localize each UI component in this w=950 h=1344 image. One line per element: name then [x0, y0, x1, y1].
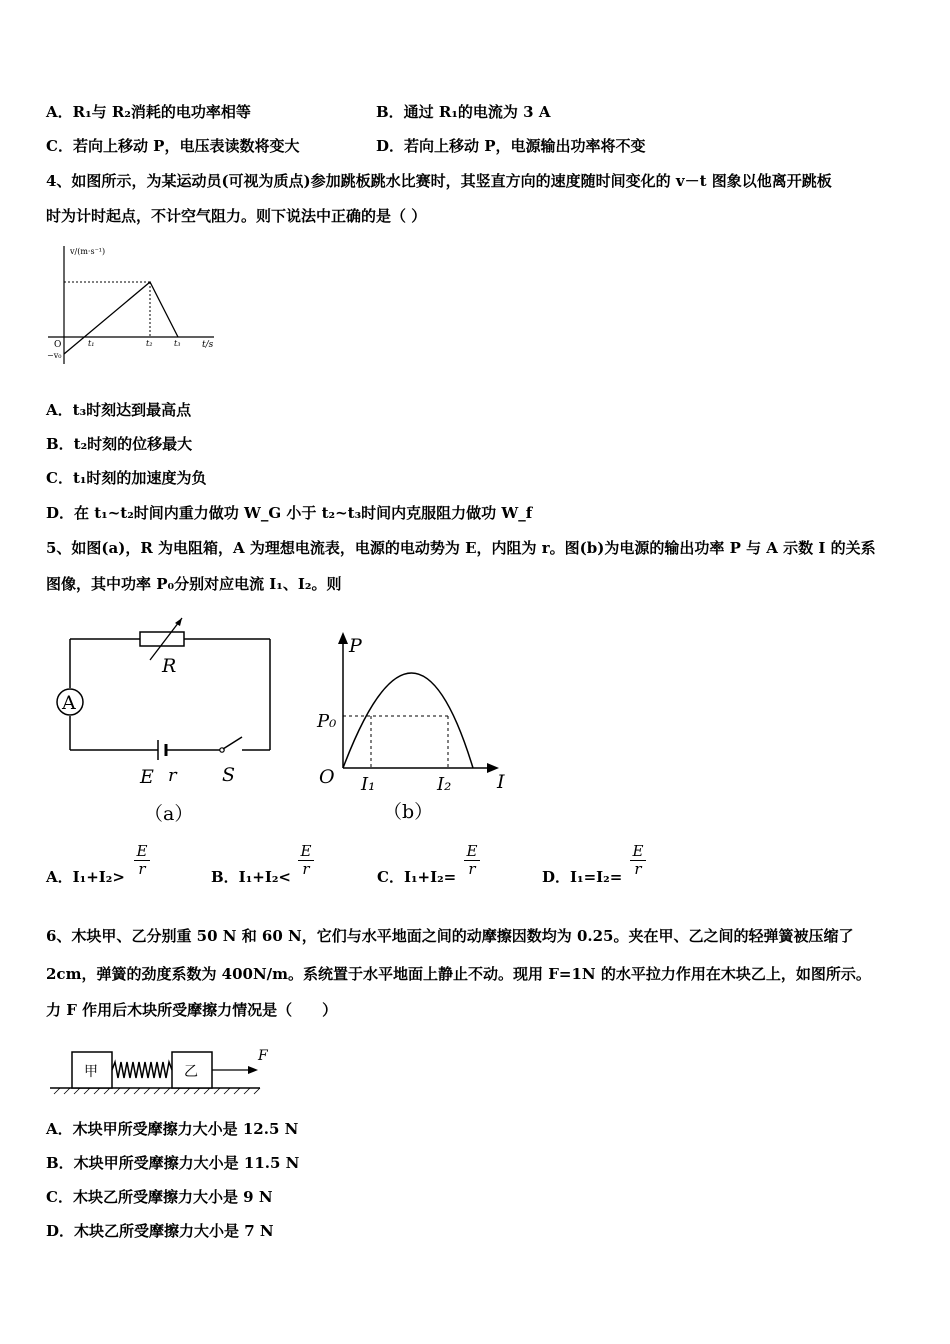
q5-option-c-prefix: C．I₁+I₂= [377, 868, 457, 886]
q6-stem-line1: 6、木块甲、乙分别重 50 N 和 60 N，它们与水平地面之间的动摩擦因数均为 0.25。夹在甲、乙之间的轻弹簧被压缩了 [46, 927, 854, 945]
q4-t1-label: t₁ [88, 339, 95, 348]
q4-x-label: t/s [202, 340, 214, 350]
q4-option-d: D．在 t₁~t₂时间内重力做功 W_G 小于 t₂~t₃时间内克服阻力做功 W_f [46, 504, 533, 522]
q5-i-label: I [497, 771, 505, 793]
q3-option-b: B．通过 R₁的电流为 3 A [376, 103, 551, 121]
q6-force-label: F [258, 1048, 268, 1064]
q6-option-b: B．木块甲所受摩擦力大小是 11.5 N [46, 1154, 300, 1172]
q5-switch-label: S [222, 764, 236, 786]
q4-velocity-line [64, 282, 181, 354]
q5-option-a-prefix: A．I₁+I₂> [46, 868, 125, 886]
q5-stem-line2: 图像，其中功率 P₀分别对应电流 I₁、I₂。则 [46, 575, 342, 593]
q5-option-b-fraction: $\frac{E}{r}$ [298, 843, 314, 878]
q6-block-yi-label: 乙 [184, 1064, 198, 1080]
q5-p0-label: P₀ [317, 711, 337, 732]
q5-i1-label: I₁ [361, 774, 376, 795]
q4-neg-v0-label: −v₀ [47, 351, 62, 360]
q6-option-a: A．木块甲所受摩擦力大小是 12.5 N [46, 1120, 299, 1138]
q5-option-d-fraction: $\frac{E}{r}$ [630, 843, 646, 878]
q4-origin-label: O [54, 340, 62, 350]
q5-option-b-prefix: B．I₁+I₂< [211, 868, 291, 886]
q3-option-a: A．R₁与 R₂消耗的电功率相等 [46, 103, 251, 121]
q3-option-d: D．若向上移动 P，电源输出功率将不变 [376, 137, 646, 155]
q5-option-d-prefix: D．I₁=I₂= [542, 868, 623, 886]
q6-spring [112, 1062, 172, 1078]
q6-stem-line3: 力 F 作用后木块所受摩擦力情况是（ ） [46, 1001, 338, 1019]
q6-blocks-figure [46, 1040, 286, 1102]
q5-p-label: P [349, 635, 362, 657]
q4-stem-line2: 时为计时起点，不计空气阻力。则下说法中正确的是（ ） [46, 207, 427, 225]
q5-emf-label: E [140, 766, 154, 788]
q6-stem-line2: 2cm，弹簧的劲度系数为 400N/m。系统置于水平地面上静止不动。现用 F=1N 的水平拉力作用在木块乙上，如图所示。 [46, 965, 871, 983]
q6-option-c: C．木块乙所受摩擦力大小是 9 N [46, 1188, 273, 1206]
q5-option-a-fraction: $\frac{E}{r}$ [134, 843, 150, 878]
q5-origin-label: O [319, 766, 335, 788]
q4-option-b: B．t₂时刻的位移最大 [46, 435, 193, 453]
q4-vt-graph [44, 238, 219, 368]
q4-option-c: C．t₁时刻的加速度为负 [46, 469, 207, 487]
q4-y-label: v/(m·s⁻¹) [70, 247, 106, 256]
q3-option-c: C．若向上移动 P，电压表读数将变大 [46, 137, 300, 155]
q5-power-graph [305, 628, 525, 828]
q5-i2-label: I₂ [437, 774, 452, 795]
q5-circuit-caption: （a） [144, 803, 194, 825]
q6-ground-hatching [54, 1088, 260, 1094]
q4-t2-label: t₂ [146, 339, 153, 348]
q4-option-a: A．t₃时刻达到最高点 [46, 401, 192, 419]
q5-switch-blade [223, 737, 242, 749]
q6-block-jia-label: 甲 [84, 1064, 98, 1080]
q4-t3-label: t₃ [174, 339, 181, 348]
q4-stem-line1: 4、如图所示，为某运动员(可视为质点)参加跳板跳水比赛时，其竖直方向的速度随时间变化的 v－t 图象以他离开跳板 [46, 172, 832, 190]
q5-circuit-figure [40, 612, 290, 832]
q5-graph-caption: （b） [383, 801, 434, 823]
q5-stem-line1: 5、如图(a)，R 为电阻箱，A 为理想电流表，电源的电动势为 E，内阻为 r。图(b)为电源的输出功率 P 与 A 示数 I 的关系 [46, 539, 876, 557]
q5-ammeter-label: A [62, 692, 76, 714]
q6-option-d: D．木块乙所受摩擦力大小是 7 N [46, 1222, 274, 1240]
q5-internal-r-label: r [168, 765, 177, 786]
q5-option-c-fraction: $\frac{E}{r}$ [464, 843, 480, 878]
q5-r-label: R [162, 655, 177, 677]
q5-power-curve [343, 673, 473, 768]
